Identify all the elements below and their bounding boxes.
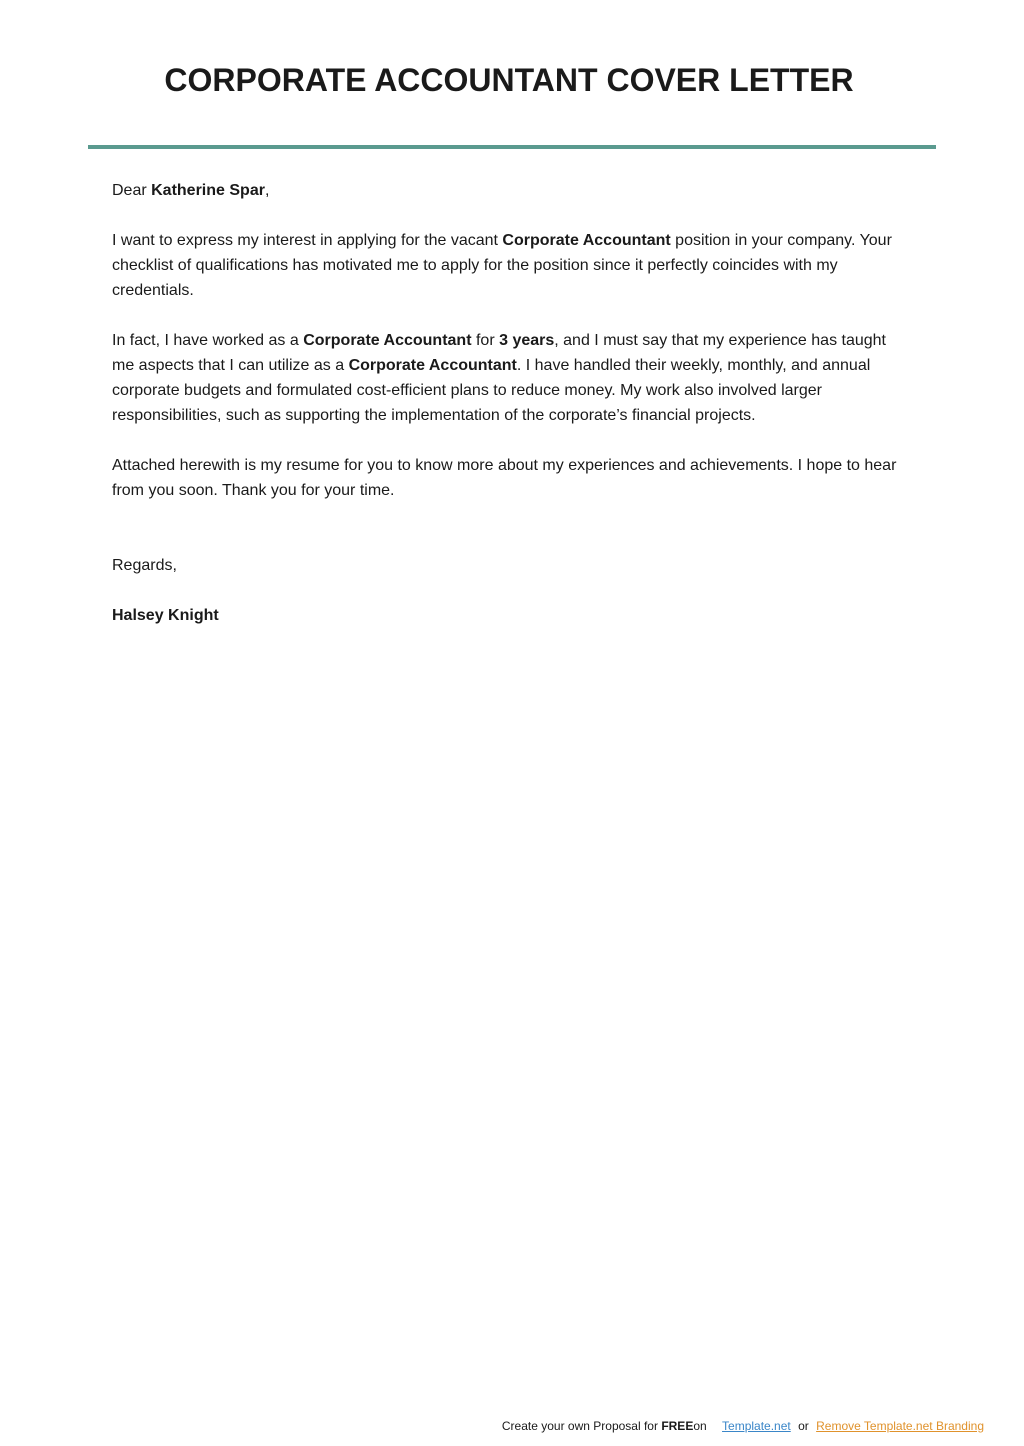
paragraph-intro [112,228,912,303]
text-run: . I have handled their weekly, monthly, and annual corporate budgets and formulated cost-efficient plans to reduce money. My work also involved larger responsibilities, such as supporting the implementation of the corporate’s financial projects. [112,357,871,424]
recipient-name: Katherine Spar [151,182,265,199]
footer-free: FREE [661,1419,694,1433]
text-run: I want to express my interest in applying for the vacant [112,232,503,249]
paragraph-experience [112,328,912,428]
salutation-prefix: Dear [112,182,152,199]
signature-name [112,603,912,628]
signature-text: Halsey Knight [112,607,219,624]
footer-or: or [798,1419,809,1433]
salutation [112,178,912,203]
job-title-emphasis: Corporate Accountant [348,357,517,374]
template-net-link[interactable]: Template.net [722,1419,791,1433]
text-run: In fact, I have worked as a [112,332,304,349]
remove-branding-link[interactable]: Remove Template.net Branding [816,1419,984,1433]
footer-prefix: Create your own Proposal for [501,1419,662,1433]
footer-on: on [693,1419,707,1433]
closing-regards: Regards, [112,557,177,574]
job-title-emphasis: Corporate Accountant [303,332,472,349]
salutation-suffix: , [264,182,270,199]
years-emphasis: 3 years [499,332,555,349]
page-title: CORPORATE ACCOUNTANT COVER LETTER [164,62,854,98]
paragraph-closing: Attached herewith is my resume for you to know more about my experiences and achievements. I hope to hear from you soon. Thank you for your time. [112,457,897,499]
letter-body [112,178,912,653]
job-title-emphasis: Corporate Accountant [502,232,671,249]
text-run: , and I must say that my experience has taught me aspects that I can utilize as a [112,332,886,374]
title-divider [88,145,936,149]
text-run: position in your company. Your checklist of qualifications has motivated me to apply for the position since it perfectly coincides with my credentials. [112,232,892,299]
spacer [112,528,912,553]
branding-footer [502,1419,984,1433]
text-run: for [471,332,500,349]
